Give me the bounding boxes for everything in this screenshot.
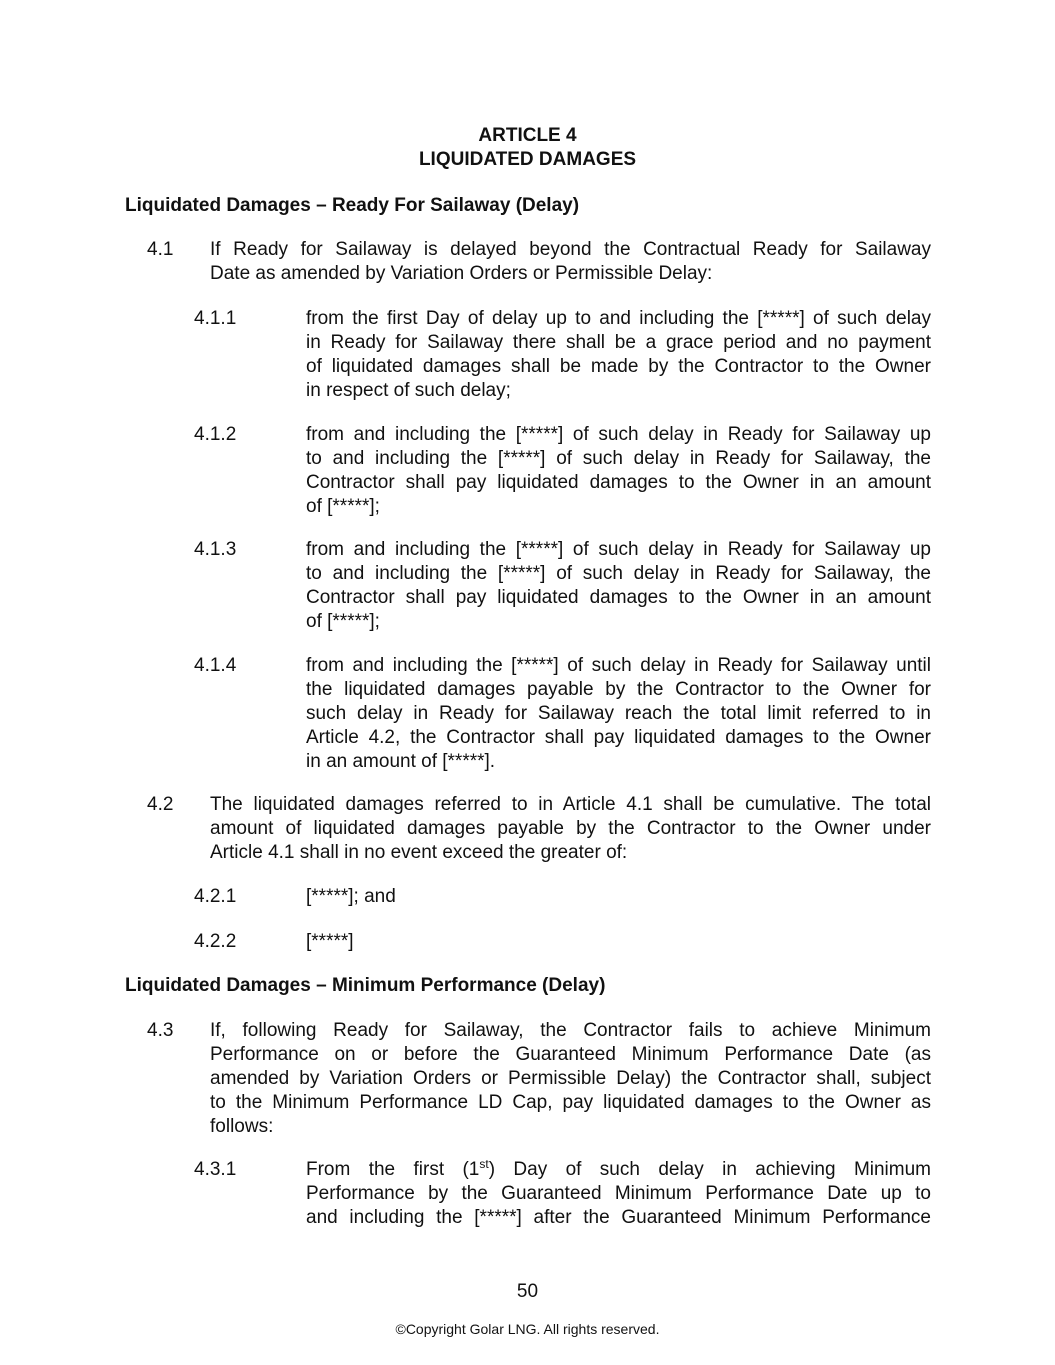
clause-text-4-2: The liquidated damages referred to in Article 4.1 shall be cumulative. The total amount of liquidated damages payable by the Contractor to the Owner under Article 4.1 shall in no event exceed the greater of: <box>210 794 931 863</box>
clause-text-4-3: If, following Ready for Sailaway, the Contractor fails to achieve Minimum Performance on or before the Guaranteed Minimum Performance Date (as amended by Variation Orders or Permissible Delay) the Contractor shall, subject to the Minimum Performance LD Cap, pay liquidated damages to the Owner as follows: <box>210 1020 931 1137</box>
clause-text-4-2-2: [*****] <box>306 931 354 952</box>
clause-text-4-3-1: From the first (1st) Day of such delay in achieving Minimum Performance by the Guaranteed Minimum Performance Date up to and including the [*****] after the Guaranteed Minimum Performance <box>306 1157 931 1228</box>
article-number: ARTICLE 4 <box>478 125 577 146</box>
section-heading-minimum-performance: Liquidated Damages – Minimum Performance (Delay) <box>125 975 606 996</box>
clause-number-4-1-4: 4.1.4 <box>194 655 237 676</box>
clause-number-4-1-3: 4.1.3 <box>194 539 237 560</box>
article-title: LIQUIDATED DAMAGES <box>418 149 637 170</box>
clause-number-4-2: 4.2 <box>147 794 174 815</box>
clause-text-4-2-1: [*****]; and <box>306 886 396 907</box>
clause-text-4-1-3: from and including the [*****] of such delay in Ready for Sailaway up to and including the [*****] of such delay in Ready for Sailaway, the Contractor shall pay liquidated damages to the Owner in an amount of [*****]; <box>306 539 931 632</box>
clause-text-4-1: If Ready for Sailaway is delayed beyond the Contractual Ready for Sailaway Date as amended by Variation Orders or Permissible Delay: <box>210 239 931 284</box>
clause-number-4-3-1: 4.3.1 <box>194 1159 237 1180</box>
clause-number-4-1-1: 4.1.1 <box>194 308 237 329</box>
clause-number-4-2-1: 4.2.1 <box>194 886 237 907</box>
page-number: 50 <box>516 1281 539 1302</box>
section-heading-sailaway: Liquidated Damages – Ready For Sailaway (Delay) <box>125 195 580 216</box>
clause-text-4-1-1: from the first Day of delay up to and including the [*****] of such delay in Ready for Sailaway there shall be a grace period and no payment of liquidated damages shall be made by the Contractor to the Owner in respect of such delay; <box>306 308 931 401</box>
clause-text-4-1-2: from and including the [*****] of such delay in Ready for Sailaway up to and including the [*****] of such delay in Ready for Sailaway, the Contractor shall pay liquidated damages to the Owner in an amount of [*****]; <box>306 424 931 517</box>
copyright-notice: ©Copyright Golar LNG. All rights reserved. <box>395 1321 660 1337</box>
clause-text-4-1-4: from and including the [*****] of such delay in Ready for Sailaway until the liquidated damages payable by the Contractor to the Owner for such delay in Ready for Sailaway reach the total limit referred to in Article 4.2, the Contractor shall pay liquidated damages to the Owner in an amount of [*****]. <box>306 655 931 772</box>
clause-number-4-2-2: 4.2.2 <box>194 931 237 952</box>
clause-number-4-1-2: 4.1.2 <box>194 424 237 445</box>
clause-number-4-3: 4.3 <box>147 1020 174 1041</box>
clause-number-4-1: 4.1 <box>147 239 174 260</box>
